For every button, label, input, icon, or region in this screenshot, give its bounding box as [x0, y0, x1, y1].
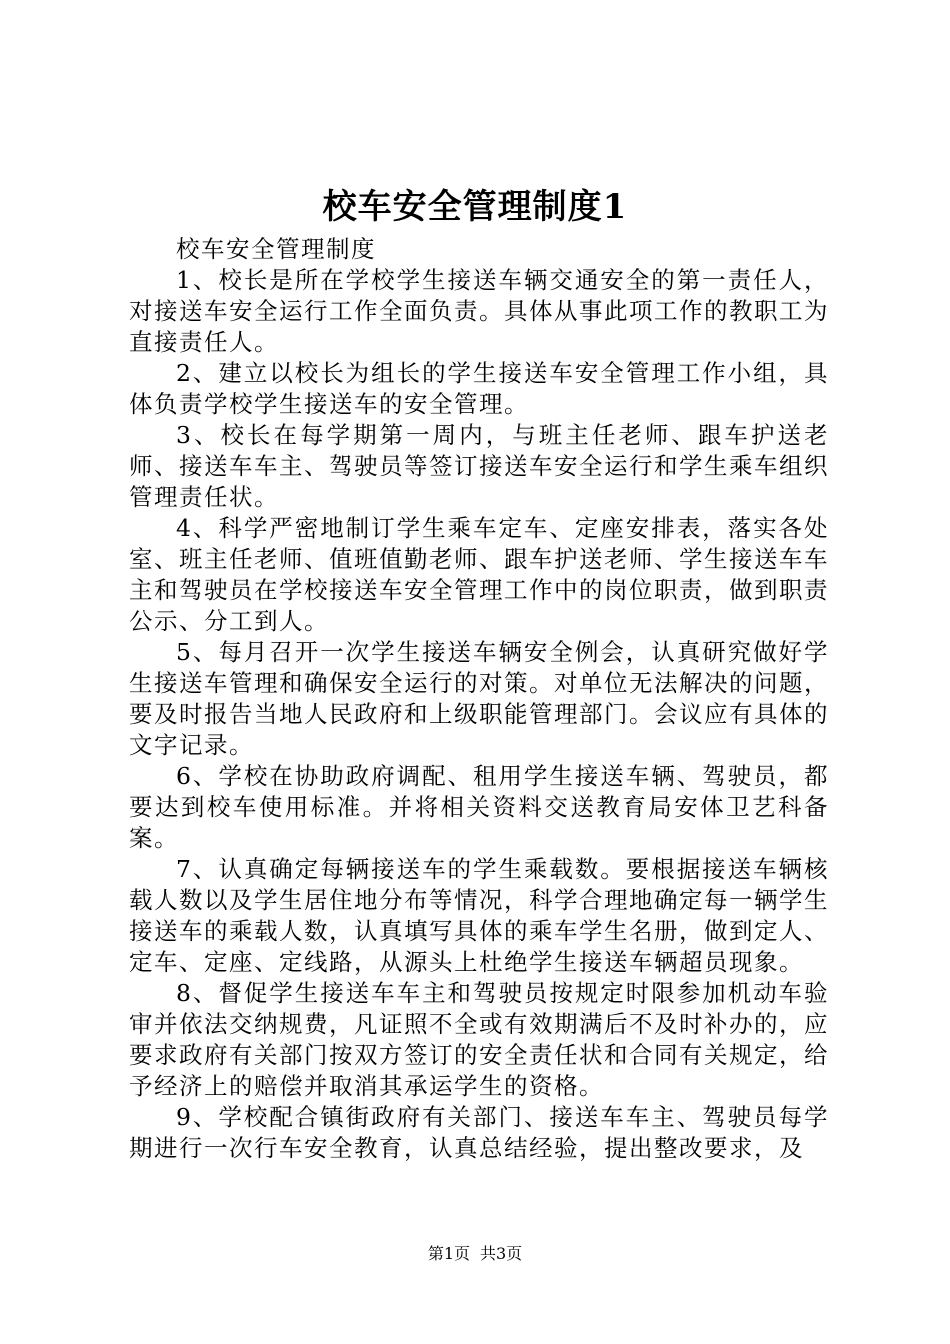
page-number: 第1页: [427, 1244, 470, 1263]
paragraph-6: 6、学校在协助政府调配、租用学生接送车辆、驾驶员，都要达到校车使用标准。并将相关资料交送教育局安体卫艺科备案。: [129, 762, 829, 852]
document-subtitle: 校车安全管理制度: [176, 235, 376, 263]
page-title: 校车安全管理制度1: [322, 187, 628, 227]
paragraph-2: 2、建立以校长为组长的学生接送车安全管理工作小组，具体负责学校学生接送车的安全管理。: [129, 359, 829, 418]
paragraph-3: 3、校长在每学期第一周内，与班主任老师、跟车护送老师、接送车车主、驾驶员等签订接送车安全运行和学生乘车组织管理责任状。: [129, 421, 829, 511]
paragraph-1: 1、校长是所在学校学生接送车辆交通安全的第一责任人，对接送车安全运行工作全面负责。具体从事此项工作的教职工为直接责任人。: [129, 266, 829, 356]
paragraph-4: 4、科学严密地制订学生乘车定车、定座安排表，落实各处室、班主任老师、值班值勤老师、跟车护送老师、学生接送车车主和驾驶员在学校接送车安全管理工作中的岗位职责，做到职责公示、分工到人。: [129, 514, 829, 635]
document-body: [129, 234, 829, 1164]
page-footer: [0, 1243, 950, 1265]
paragraph-8: 8、督促学生接送车车主和驾驶员按规定时限参加机动车验审并依法交纳规费，凡证照不全或有效期满后不及时补办的，应要求政府有关部门按双方签订的安全责任状和合同有关规定，给予经济上的赔偿并取消其承运学生的资格。: [129, 979, 829, 1100]
paragraph-5: 5、每月召开一次学生接送车辆安全例会，认真研究做好学生接送车管理和确保安全运行的对策。对单位无法解决的问题，要及时报告当地人民政府和上级职能管理部门。会议应有具体的文字记录。: [129, 638, 829, 759]
paragraph-7: 7、认真确定每辆接送车的学生乘载数。要根据接送车辆核载人数以及学生居住地分布等情况，科学合理地确定每一辆学生接送车的乘载人数，认真填写具体的乘车学生名册，做到定人、定车、定座、定线路，从源头上杜绝学生接送车辆超员现象。: [129, 855, 829, 976]
paragraph-9: 9、学校配合镇街政府有关部门、接送车车主、驾驶员每学期进行一次行车安全教育，认真总结经验，提出整改要求，及: [129, 1103, 829, 1162]
page-total: 共3页: [480, 1244, 523, 1263]
